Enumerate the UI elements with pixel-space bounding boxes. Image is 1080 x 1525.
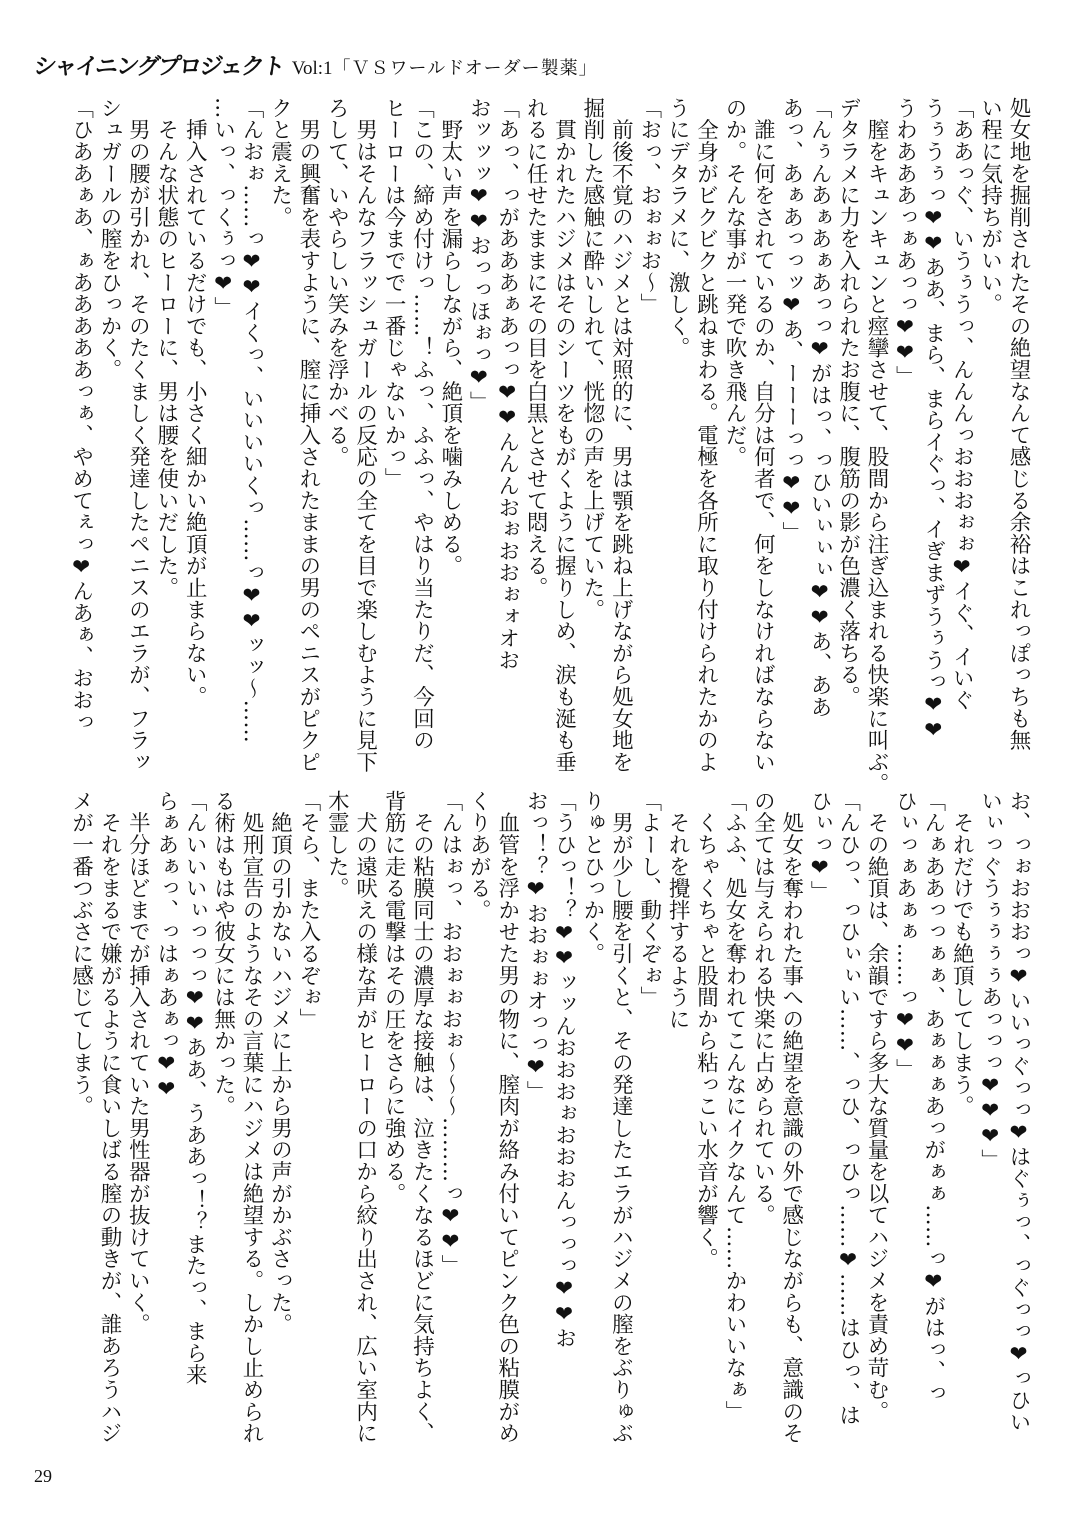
text-column: ろして、いやらしい笑みを浮かべる。 <box>324 97 350 468</box>
text-column: それをまるで嫌がるように食いしばる膣の動きが、誰あろうハジ <box>97 790 122 1444</box>
text-column: …いっ、っくぅっ❤」 <box>210 97 236 319</box>
text-column: ひぃっぁあぁぁ……っ❤❤」 <box>892 790 918 1081</box>
text-column: ヒーローは今までで一番じゃないかっ」 <box>381 97 407 490</box>
text-column: 背筋に走る電撃はその圧をさらに強める。 <box>381 790 407 1205</box>
text-column: 「うひっ！？❤❤ッッんおおおぉおおおんっっっ❤❤お <box>551 790 577 1349</box>
text-column: 挿入されているだけでも、小さく細かい絶頂が止まらない。 <box>182 97 208 708</box>
text-column: 血管を浮かせた男の物に、膣肉が絡み付いてピンク色の粘膜がめ <box>494 790 520 1444</box>
text-column: 前後不覚のハジメとは対照的に、男は顎を跳ね上げながら処女地を <box>608 97 634 773</box>
text-column: 膣をキュンキュンと痙攣させて、股間から注ぎ込まれる快楽に叫ぶ。 <box>863 97 889 795</box>
text-column: 「んはぉっ、おおぉぉおぉ〜〜〜………っ❤❤」 <box>437 790 463 1277</box>
volume-label: Vol:1 <box>291 58 333 79</box>
text-column: の全ては与えられる快楽に占められている。 <box>750 790 776 1226</box>
text-column: 「んひっ、っひぃぃい……、っひ、っひっ……❤……はひっ、は <box>835 790 861 1426</box>
text-column: 全身がビクビクと跳ねまわる。電極を各所に取り付けられたかのよ <box>693 97 719 773</box>
page-number: 29 <box>34 1466 52 1486</box>
text-column: 男はそんなフラッシュガールの反応の全てを目で楽しむように見下 <box>352 97 378 773</box>
text-column: 誰に何をされているのか、自分は何者で、何をしなければならない <box>750 97 776 773</box>
text-column: その粘膜同士の濃厚な接触は、泣きたくなるほどに気持ちよく、 <box>409 790 435 1444</box>
text-column: 「そら、また入るぞぉ」 <box>295 790 321 1030</box>
text-column: その絶頂は、余韻ですら多大な質量を以てハジメを責め苛む。 <box>863 790 889 1423</box>
running-header <box>31 48 598 81</box>
text-column: 「あっ、っがあああぁあっっ❤❤んんんおぉおおぉォオお <box>494 97 520 671</box>
text-column: 「んぅんあぁあぁあっっ❤がはっ、っひいぃぃぃ❤❤あ、ああ <box>807 97 833 718</box>
text-column: 「んぁああっっぁぁ、あぁぁぁあっがぁぁ……っ❤がはっ、っ <box>920 790 946 1404</box>
text-column: 男が少し腰を引くと、その発達したエラがハジメの膣をぶりゅぶ <box>608 790 634 1444</box>
series-title: シャイニングプロジェクト <box>31 54 286 80</box>
text-column: 「この、締め付けっ……！ふっ、ふふっ、やはり当たりだ、今回の <box>409 97 435 751</box>
text-column: おっ！？❤おおぉぉオっっ❤」 <box>523 790 549 1103</box>
text-column: 処刑宣告のようなその言葉にハジメは絶望する。しかし止められ <box>239 790 265 1444</box>
text-column: それを攪拌するように <box>665 790 691 1030</box>
text-column: いぃっぐうぅぅぅぅあっっっ❤❤❤」 <box>977 790 1003 1172</box>
text-column: メが一番つぶさに感じてしまう。 <box>68 790 94 1117</box>
text-column: 男の興奮を表すように、膣に挿入されたままの男のペニスがピクピ <box>295 97 321 773</box>
text-column: デタラメに力を入れられたお腹に、腹筋の影が色濃く落ちる。 <box>835 97 861 708</box>
text-column: 男の腰が引かれ、そのたくましく発達したペニスのエラが、フラッ <box>125 97 151 773</box>
text-column: 木霊した。 <box>324 790 350 899</box>
text-column: 処女を奪われた事への絶望を意識の外で感じながらも、意識のそ <box>778 790 804 1444</box>
text-column: らぁあぁっ、っはぁあぁっ❤❤ <box>153 790 179 1103</box>
text-column: 「んいいいぃっっっ❤❤ああ、うああっ！？またっ、まら来 <box>182 790 208 1386</box>
text-column: シュガールの膣をひっかく。 <box>97 97 122 381</box>
text-column: 「よーし、動くぞぉ」 <box>636 790 662 1008</box>
text-column: 処女地を掘削されたその絶望なんて感じる余裕はこれっぽっちも無 <box>1006 97 1031 751</box>
text-column: クと震えた。 <box>267 97 293 228</box>
text-column: 絶頂の引かないハジメに上から男の声がかぶさった。 <box>267 790 293 1335</box>
text-column: る術はもはや彼女には無かった。 <box>210 790 236 1117</box>
text-column: くりあがる。 <box>466 790 492 921</box>
text-column: うぅうぅっ❤❤ああ、まら、まらイぐっ、イぎまずうぅうっ❤❤ <box>920 97 946 744</box>
text-column: 「んおぉ……っ❤❤イくっ、いいいいくっ……っ❤❤ッッ〜…… <box>239 97 265 744</box>
text-column: あっ、あぁあっっッ❤あ、ーーーっっ❤❤」 <box>778 97 804 544</box>
text-column: それだけでも絶頂してしまう。 <box>949 790 975 1117</box>
text-column: 「ああっぐ、いうぅうっ、んんんっおおおぉぉ❤イぐ、イいぐ <box>949 97 975 711</box>
text-column: のか。そんな事が一発で吹き飛んだ。 <box>721 97 747 468</box>
text-column: 貫かれたハジメはそのシーツをもがくように握りしめ、涙も涎も垂 <box>551 97 577 773</box>
text-column: れるに任せたままにその目を白黒とさせて悶える。 <box>523 97 549 599</box>
text-column: 野太い声を漏らしながら、絶頂を噛みしめる。 <box>437 97 463 577</box>
text-column: お、っぉおおおっ❤いいっぐっっ❤はぐぅっ、っぐっっ❤っひい <box>1006 790 1031 1433</box>
text-block-bottom <box>66 790 1032 1470</box>
text-column: うわあああっぁあっっ❤❤」 <box>892 97 918 388</box>
text-column: おッッッ❤❤おっっほぉっ❤」 <box>466 97 492 413</box>
text-column: そんな状態のヒーローに、男は腰を使いだした。 <box>153 97 179 599</box>
text-column: 「おっ、おぉぉお〜」 <box>636 97 662 315</box>
text-column: 半分ほどまでが挿入されていた男性器が抜けていく。 <box>125 790 151 1335</box>
text-column: い程に気持ちがいい。 <box>977 97 1003 315</box>
text-column: 掘削した感触に酔いしれて、恍惚の声を上げていた。 <box>579 97 605 621</box>
chapter-subtitle: 「ＶＳワールドオーダー製薬」 <box>332 58 598 79</box>
text-column: 犬の遠吠えの様な声がヒーローの口から絞り出され、広い室内に <box>352 790 378 1444</box>
text-column: りゅとひっかく。 <box>579 790 605 965</box>
text-column: ひぃっ❤」 <box>807 790 833 903</box>
text-column: くちゃくちゃと股間から粘っこい水音が響く。 <box>693 790 719 1270</box>
text-column: 「ひああぁあ、ぁあああああっぁ、やめてぇっ❤んあぁ、おおっ <box>68 97 94 733</box>
text-block-top <box>66 97 1032 795</box>
text-column: 「ふふ、処女を奪われてこんなにイクなんて……かわいいなぁ」 <box>721 790 747 1423</box>
text-column: うにデタラメに、激しく。 <box>665 97 691 359</box>
